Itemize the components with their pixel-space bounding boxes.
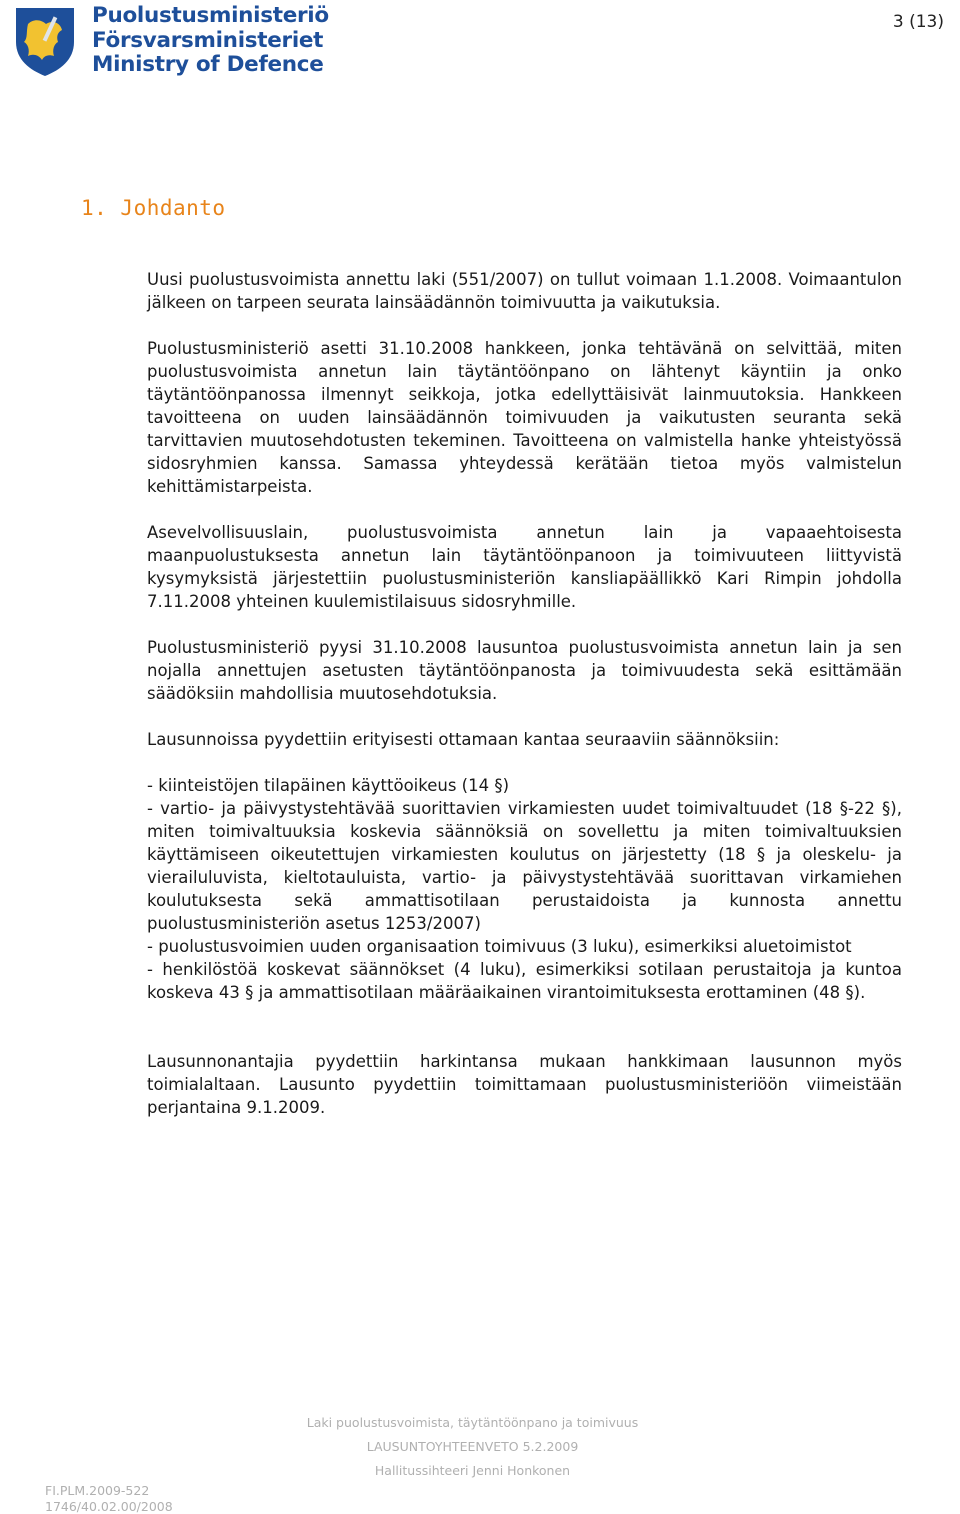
footer-doc-type: LAUSUNTOYHTEENVETO 5.2.2009	[366, 1439, 579, 1454]
provision-list	[147, 774, 902, 1004]
ministry-name-sv: Försvarsministeriet	[92, 27, 324, 53]
footer-author: Hallitussihteeri Jenni Honkonen	[374, 1463, 571, 1478]
paragraph: Lausunnoissa pyydettiin erityisesti ottamaan kantaa seuraaviin säännöksiin:	[147, 730, 780, 749]
list-item: - puolustusvoimien uuden organisaation toimivuus (3 luku), esimerkiksi aluetoimistot	[147, 937, 852, 956]
lion-crest-icon	[8, 4, 82, 78]
list-item: - kiinteistöjen tilapäinen käyttöoikeus (14 §)	[147, 776, 510, 795]
ministry-name-fi: Puolustusministeriö	[92, 3, 329, 28]
document-body	[147, 268, 902, 1142]
paragraph: Uusi puolustusvoimista annettu laki (551/2007) on tullut voimaan 1.1.2008. Voimaantulon jälkeen on tarpeen seurata lainsäädännön toimivuutta ja vaikutuksia.	[147, 270, 902, 312]
footer-ref-1: FI.PLM.2009-522	[45, 1483, 150, 1498]
footer-ref-2: 1746/40.02.00/2008	[45, 1499, 173, 1514]
page-number: 3 (13)	[892, 12, 944, 32]
list-item: - vartio- ja päivystystehtävää suorittavien virkamiesten uudet toimivaltuudet (18 §-22 §), miten toimivaltuuksia koskevia säännöksiä on sovellettu ja miten toimivaltuuksien käyttämiseen oikeutettujen virkamiesten koulutus on järjestetty (18 § ja oleskelu- ja vierailuluvista, kieltotauluista, vartio- ja päivystystehtävää suorittavan virkamiehen koulutuksesta sekä ammattisotilaan perustaidoista ja kunnosta annettu puolustusministeriön asetus 1253/2007)	[147, 799, 902, 933]
section-heading: 1. Johdanto	[81, 196, 226, 220]
paragraph: Puolustusministeriö asetti 31.10.2008 hankkeen, jonka tehtävänä on selvittää, miten puolustusvoimista annetun lain täytäntöönpano on lähtenyt käyntiin ja onko täytäntöönpanossa ilmennyt seikkoja, jotka edellyttäisivät lainmuutoksia. Hankkeen tavoitteena on uuden lainsäädännön toimivuuden ja vaikutusten seuranta sekä tarvittavien muutosehdotusten tekeminen. Tavoitteena on valmistella hanke yhteistyössä sidosryhmien kanssa. Samassa yhteydessä kerätään tietoa myös valmistelun kehittämistarpeista.	[147, 339, 902, 496]
paragraph: Asevelvollisuuslain, puolustusvoimista annetun lain ja vapaaehtoisesta maanpuolustuksesta annetun lain täytäntöönpanoon ja toimivuuteen liittyvistä kysymyksistä järjestettiin puolustusministeriön kansliapäällikkö Kari Rimpin johdolla 7.11.2008 yhteinen kuulemistilaisuus sidosryhmille.	[147, 523, 902, 611]
footer-title: Laki puolustusvoimista, täytäntöönpano ja toimivuus	[306, 1415, 639, 1430]
ministry-name	[92, 4, 329, 78]
closing-paragraph: Lausunnonantajia pyydettiin harkintansa mukaan hankkimaan lausunnon myös toimialaltaan. Lausunto pyydettiin toimittamaan puolustusministeriöön viimeistään perjantaina 9.1.2009.	[147, 1052, 902, 1117]
paragraph: Puolustusministeriö pyysi 31.10.2008 lausuntoa puolustusvoimista annetun lain ja sen nojalla annettujen asetusten täytäntöönpanosta ja toimivuudesta sekä esittämään säädöksiin mahdollisia muutosehdotuksia.	[147, 638, 902, 703]
ministry-logo	[8, 4, 368, 80]
list-item: - henkilöstöä koskevat säännökset (4 luku), esimerkiksi sotilaan perustaitoja ja kuntoa koskeva 43 § ja ammattisotilaan määräaikainen virantoimituksesta erottaminen (48 §).	[147, 960, 902, 1002]
ministry-name-en: Ministry of Defence	[92, 52, 324, 77]
